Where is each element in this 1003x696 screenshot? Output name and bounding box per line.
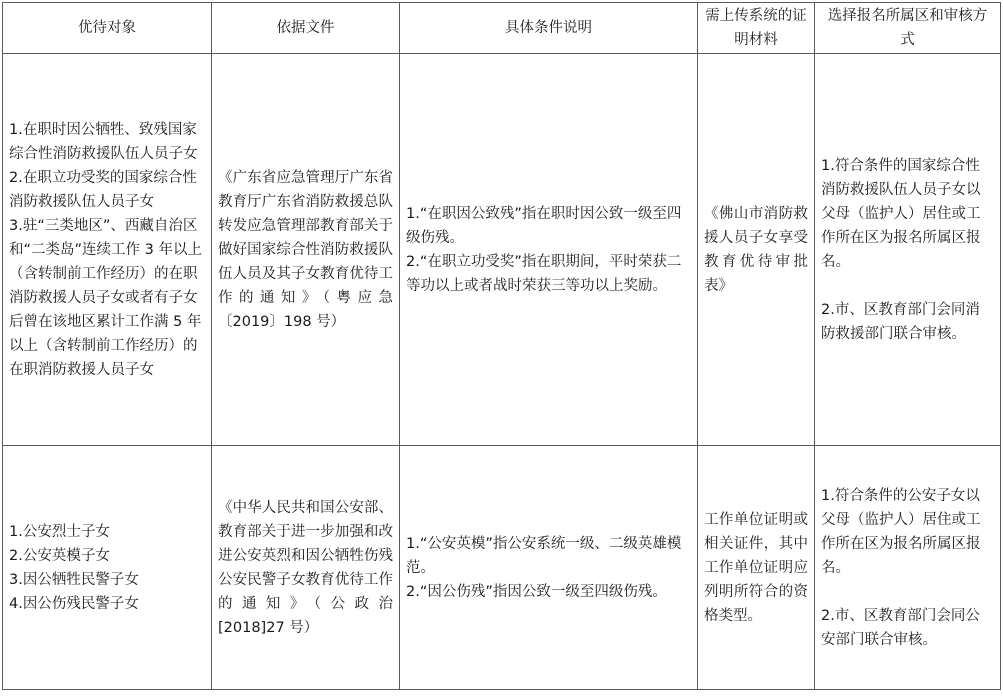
materials-cell: 《佛山市消防救援人员子女享受教育优待审批表》 — [698, 54, 815, 446]
policy-table — [2, 2, 1001, 690]
method-item-2: 2.市、区教育部门会同公安部门联合审核。 — [821, 607, 980, 648]
method-item-1: 1.符合条件的国家综合性消防救援队伍人员子女以父母（监护人）居住或工作所在区为报名所属区报名。 — [821, 157, 981, 270]
header-basis: 依据文件 — [212, 3, 400, 54]
table-row — [3, 446, 1001, 690]
header-materials: 需上传系统的证明材料 — [698, 3, 815, 54]
basis-cell: 《中华人民共和国公安部、教育部关于进一步加强和改进公安英烈和因公牺牲伤残公安民警子女教育优待工作的通知》（公政治[2018]27 号） — [212, 446, 400, 690]
method-item-2: 2.市、区教育部门会同消防救援部门联合审核。 — [821, 301, 980, 342]
method-cell — [815, 54, 1001, 446]
table-row — [3, 54, 1001, 446]
header-row — [3, 3, 1001, 54]
method-item-1: 1.符合条件的公安子女以父母（监护人）居住或工作所在区为报名所属区报名。 — [821, 487, 981, 576]
basis-cell: 《广东省应急管理厅广东省教育厅广东省消防救援总队转发应急管理部教育部关于做好国家综合性消防救援队伍人员及其子女教育优待工作的通知》（粤应急〔2019〕198 号） — [212, 54, 400, 446]
target-cell: 1.公安烈士子女 2.公安英模子女 3.因公牺牲民警子女 4.因公伤残民警子女 — [3, 446, 212, 690]
header-target: 优待对象 — [3, 3, 212, 54]
conditions-cell: 1.“在职因公致残”指在职时因公致一级至四级伤残。 2.“在职立功受奖”指在职期间，平时荣获二等功以上或者战时荣获三等功以上奖励。 — [400, 54, 698, 446]
header-conditions: 具体条件说明 — [400, 3, 698, 54]
conditions-cell: 1.“公安英模”指公安系统一级、二级英雄模范。 2.“因公伤残”指因公致一级至四级伤残。 — [400, 446, 698, 690]
method-gap — [821, 274, 994, 298]
header-method: 选择报名所属区和审核方式 — [815, 3, 1001, 54]
method-cell — [815, 446, 1001, 690]
materials-cell: 工作单位证明或相关证件，其中工作单位证明应列明所符合的资格类型。 — [698, 446, 815, 690]
method-gap — [821, 580, 994, 604]
target-cell: 1.在职时因公牺牲、致残国家综合性消防救援队伍人员子女 2.在职立功受奖的国家综合性消防救援队伍人员子女 3.驻“三类地区”、西藏自治区和“二类岛”连续工作 3 年以上（含转制前工作经历）的在职消防救援人员子女或者有子女后曾在该地区累计工作满 5 年以上（含转制前工作经历）的在职消防救援人员子女 — [3, 54, 212, 446]
